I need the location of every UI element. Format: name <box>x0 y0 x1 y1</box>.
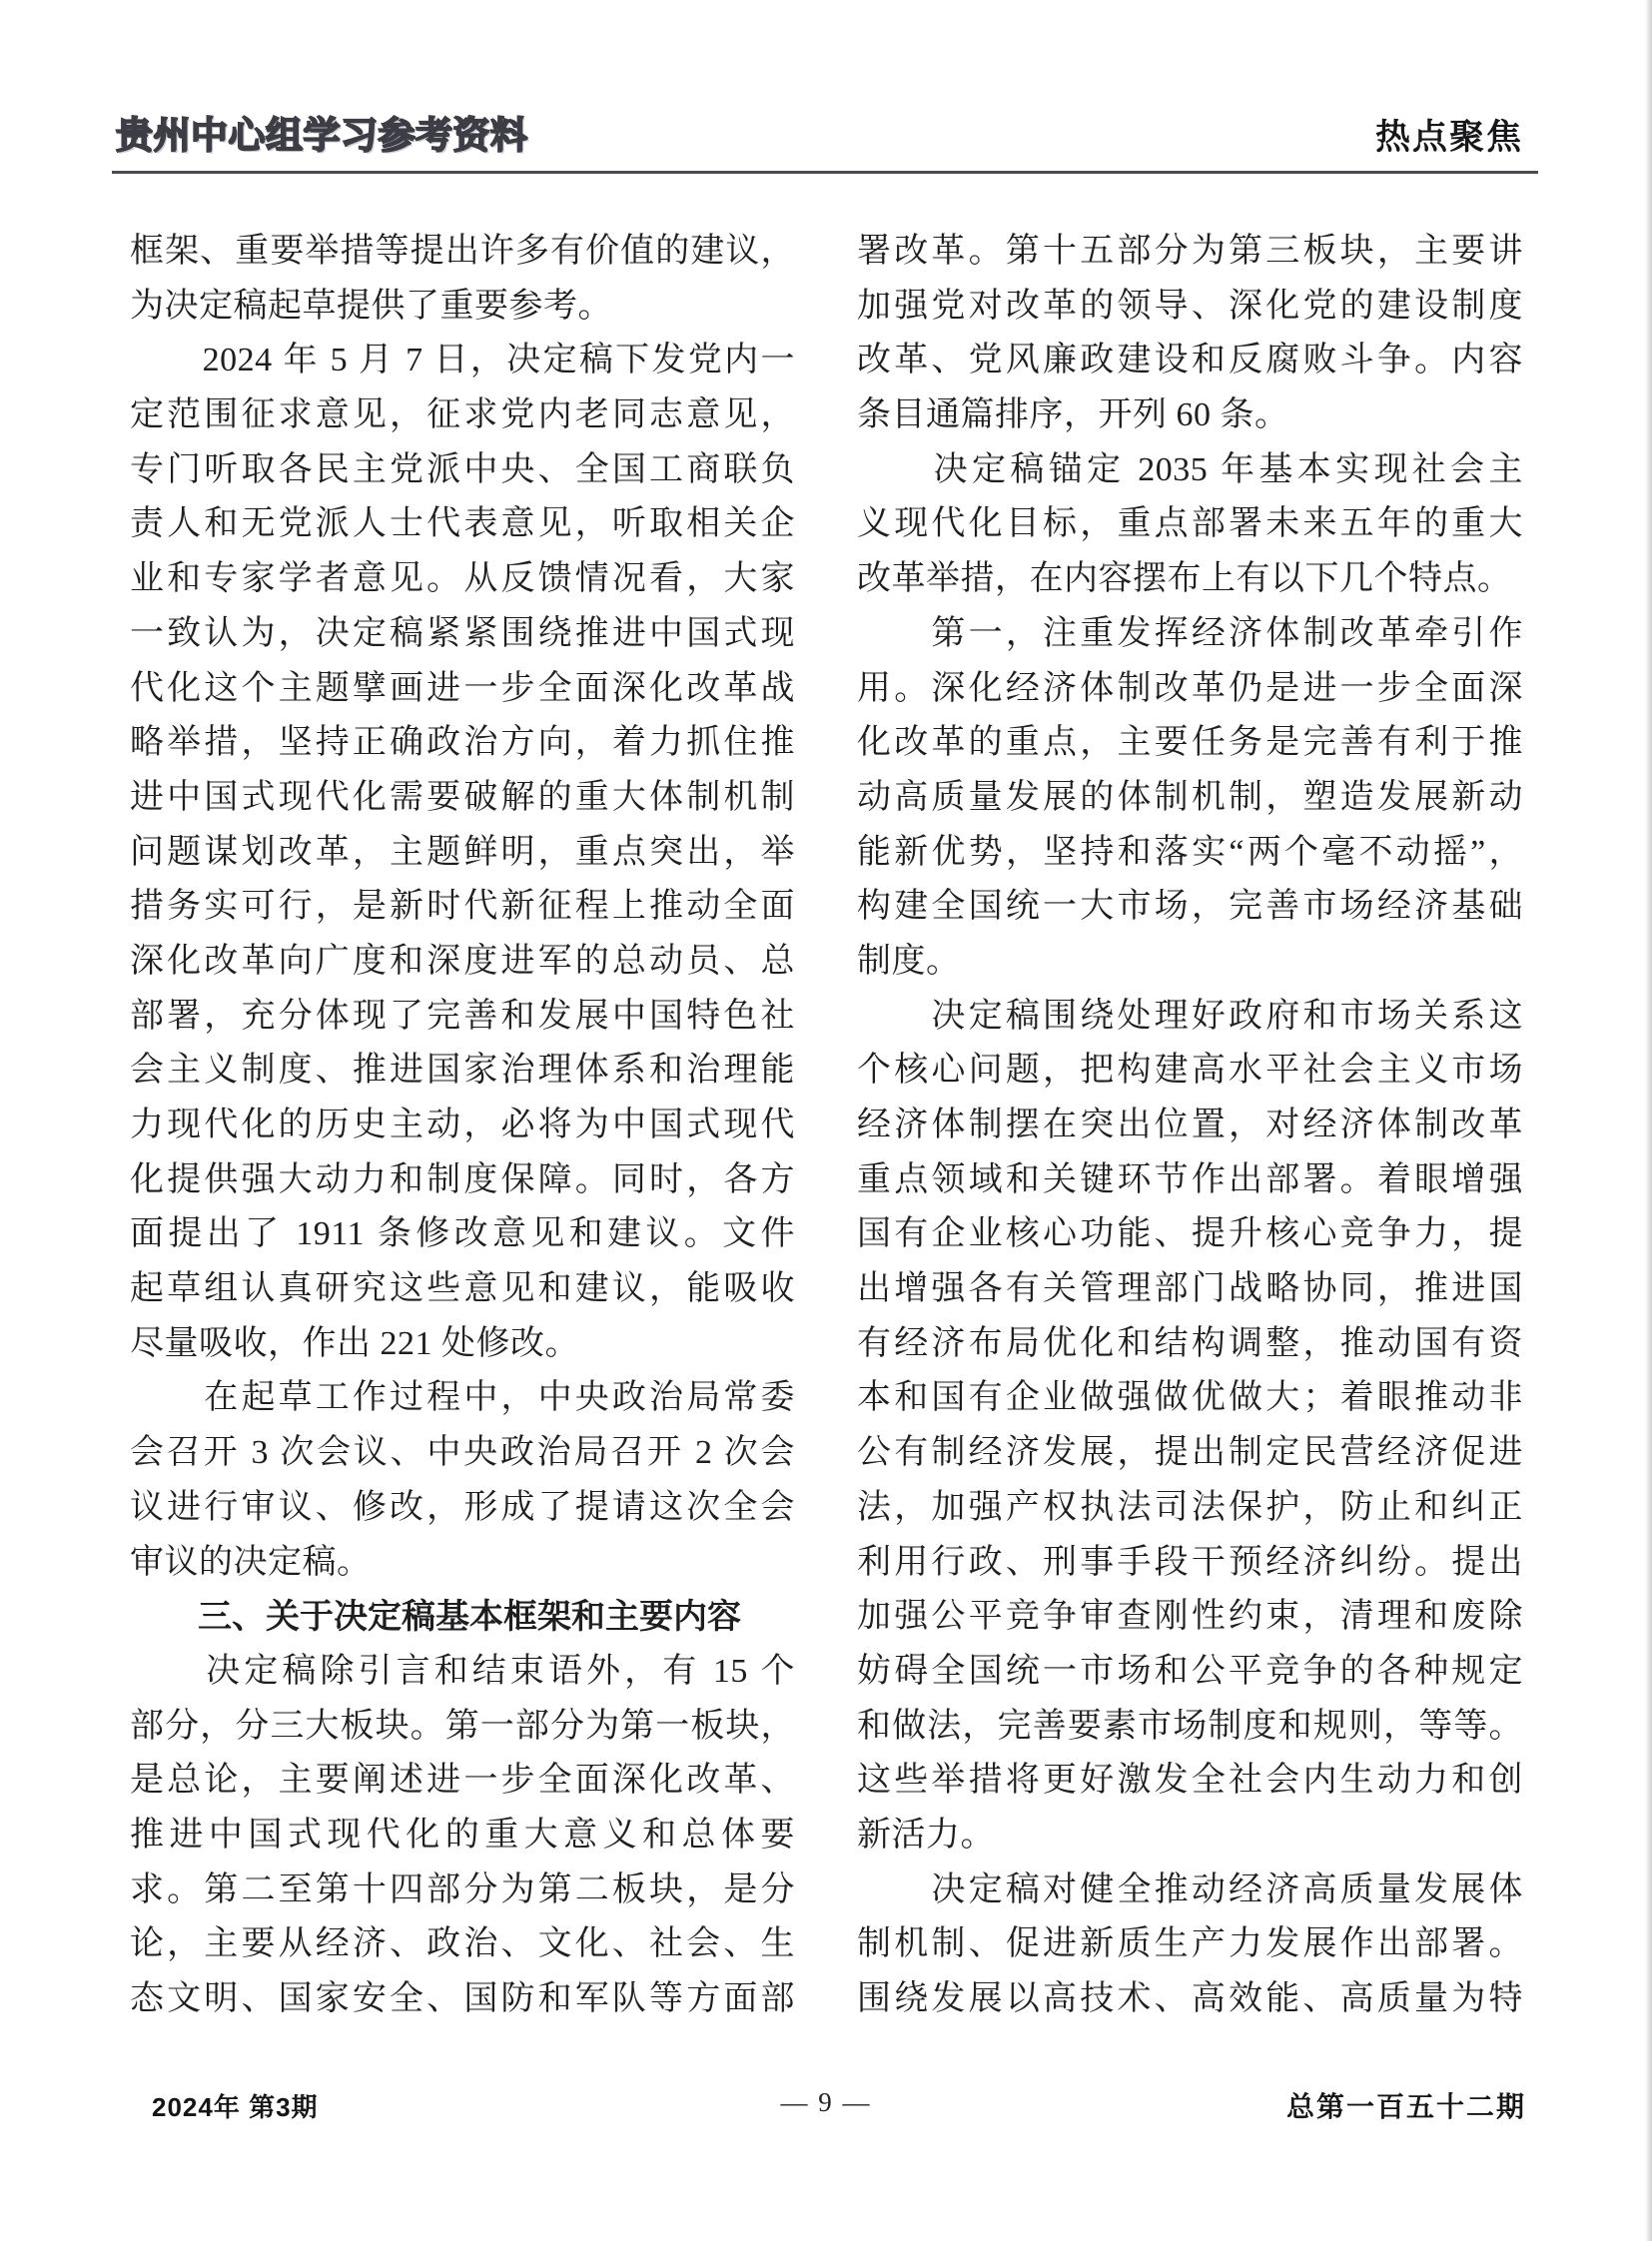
text-line: 围绕发展以高技术、高效能、高质量为特 <box>857 1980 1523 2017</box>
text-line: 经济体制摆在突出位置，对经济体制改革 <box>857 1107 1523 1143</box>
text-line: 略举措，坚持正确政治方向，着力抓住推 <box>130 724 795 762</box>
text-line: 利用行政、刑事手段干预经济纠纷。提出 <box>857 1543 1523 1581</box>
section-label: 热点聚焦 <box>1374 118 1523 157</box>
text-line: 进中国式现代化需要破解的重大体制机制 <box>130 778 795 816</box>
volume-label: 总第一百五十二期 <box>1285 2091 1526 2122</box>
text-line: 论，主要从经济、政治、文化、社会、生 <box>130 1925 795 1963</box>
text-line: 署改革。第十五部分为第三板块，主要讲 <box>857 233 1523 270</box>
text-line: 求。第二至第十四部分为第二板块，是分 <box>130 1870 795 1908</box>
text-line: 一致认为，决定稿紧紧围绕推进中国式现 <box>130 614 795 652</box>
text-line: 决定稿除引言和结束语外，有 15 个 <box>130 1652 795 1690</box>
text-line: 改革、党风廉政建设和反腐败斗争。内容 <box>857 342 1523 379</box>
text-line: 2024 年 5 月 7 日，决定稿下发党内一 <box>130 342 795 379</box>
issue-label: 2024年 第3期 <box>152 2092 319 2122</box>
text-line: 化改革的重点，主要任务是完善有利于推 <box>857 724 1523 762</box>
section-heading: 三、关于决定稿基本框架和主要内容 <box>130 1598 741 1637</box>
text-line: 定范围征求意见，征求党内老同志意见， <box>130 396 795 434</box>
text-line: 化提供强大动力和制度保障。同时，各方 <box>130 1160 795 1198</box>
text-line: 新活力。 <box>857 1816 995 1854</box>
text-line: 能新优势，坚持和落实“两个毫不动摇”， <box>857 833 1523 871</box>
text-line: 改革举措，在内容摆布上有以下几个特点。 <box>857 560 1512 598</box>
text-line: 措务实可行，是新时代新征程上推动全面 <box>130 888 795 926</box>
text-line: 起草组认真研究这些意见和建议，能吸收 <box>130 1270 795 1308</box>
text-line: 决定稿围绕处理好政府和市场关系这 <box>857 997 1523 1035</box>
text-line: 构建全国统一大市场，完善市场经济基础 <box>857 888 1523 926</box>
text-line: 制度。 <box>857 942 961 980</box>
text-line: 个核心问题，把构建高水平社会主义市场 <box>857 1052 1523 1090</box>
text-line: 业和专家学者意见。从反馈情况看，大家 <box>130 560 795 598</box>
text-line: 议进行审议、修改，形成了提请这次全会 <box>130 1488 795 1526</box>
text-line: 有经济布局优化和结构调整，推动国有资 <box>857 1324 1523 1362</box>
page-number: — 9 — <box>780 2087 872 2117</box>
text-line: 第一，注重发挥经济体制改革牵引作 <box>857 614 1523 652</box>
text-line: 决定稿对健全推动经济高质量发展体 <box>857 1870 1523 1908</box>
text-line: 制机制、促进新质生产力发展作出部署。 <box>857 1925 1523 1963</box>
text-line: 会召开 3 次会议、中央政治局召开 2 次会 <box>130 1434 795 1472</box>
text-line: 责人和无党派人士代表意见，听取相关企 <box>130 505 795 543</box>
text-line: 尽量吸收，作出 221 处修改。 <box>130 1324 579 1362</box>
text-line: 态文明、国家安全、国防和军队等方面部 <box>130 1980 795 2017</box>
text-line: 力现代化的历史主动，必将为中国式现代 <box>130 1107 795 1143</box>
text-line: 面提出了 1911 条修改意见和建议。文件 <box>130 1215 795 1253</box>
right-column <box>857 225 1523 2027</box>
text-line: 会主义制度、推进国家治理体系和治理能 <box>130 1052 795 1090</box>
text-line: 为决定稿起草提供了重要参考。 <box>130 287 612 325</box>
text-line: 和做法，完善要素市场制度和规则，等等。 <box>857 1707 1523 1745</box>
text-line: 部分，分三大板块。第一部分为第一板块， <box>130 1707 795 1745</box>
text-line: 动高质量发展的体制机制，塑造发展新动 <box>857 778 1523 816</box>
text-line: 义现代化目标，重点部署未来五年的重大 <box>857 505 1523 543</box>
text-line: 部署，充分体现了完善和发展中国特色社 <box>130 997 795 1035</box>
text-line: 公有制经济发展，提出制定民营经济促进 <box>857 1434 1523 1472</box>
text-line: 这些举措将更好激发全社会内生动力和创 <box>857 1762 1523 1800</box>
text-line: 在起草工作过程中，中央政治局常委 <box>130 1379 795 1417</box>
text-line: 是总论，主要阐述进一步全面深化改革、 <box>130 1762 795 1800</box>
text-line: 加强党对改革的领导、深化党的建设制度 <box>857 287 1523 325</box>
text-line: 出增强各有关管理部门战略协同，推进国 <box>857 1270 1523 1308</box>
text-line: 加强公平竞争审查刚性约束，清理和废除 <box>857 1598 1523 1636</box>
text-line: 国有企业核心功能、提升核心竞争力，提 <box>857 1215 1523 1253</box>
text-line: 法，加强产权执法司法保护，防止和纠正 <box>857 1488 1523 1526</box>
text-line: 推进中国式现代化的重大意义和总体要 <box>130 1816 795 1854</box>
left-column <box>130 225 795 2027</box>
text-line: 审议的决定稿。 <box>130 1543 372 1581</box>
text-line: 专门听取各民主党派中央、全国工商联负 <box>130 450 795 488</box>
header-divider <box>112 171 1538 174</box>
text-line: 框架、重要举措等提出许多有价值的建议， <box>130 233 795 270</box>
scan-edge-shadow <box>1645 0 1652 2241</box>
text-line: 决定稿锚定 2035 年基本实现社会主 <box>857 450 1523 488</box>
publication-title: 贵州中心组学习参考资料 <box>116 115 528 156</box>
text-line: 问题谋划改革，主题鲜明，重点突出，举 <box>130 833 795 871</box>
text-line: 妨碍全国统一市场和公平竞争的各种规定 <box>857 1652 1523 1690</box>
text-line: 重点领域和关键环节作出部署。着眼增强 <box>857 1160 1523 1198</box>
text-line: 代化这个主题擘画进一步全面深化改革战 <box>130 669 795 707</box>
text-line: 条目通篇排序，开列 60 条。 <box>857 396 1289 434</box>
text-line: 用。深化经济体制改革仍是进一步全面深 <box>857 669 1523 707</box>
text-line: 本和国有企业做强做优做大；着眼推动非 <box>857 1379 1523 1417</box>
text-line: 深化改革向广度和深度进军的总动员、总 <box>130 942 795 980</box>
